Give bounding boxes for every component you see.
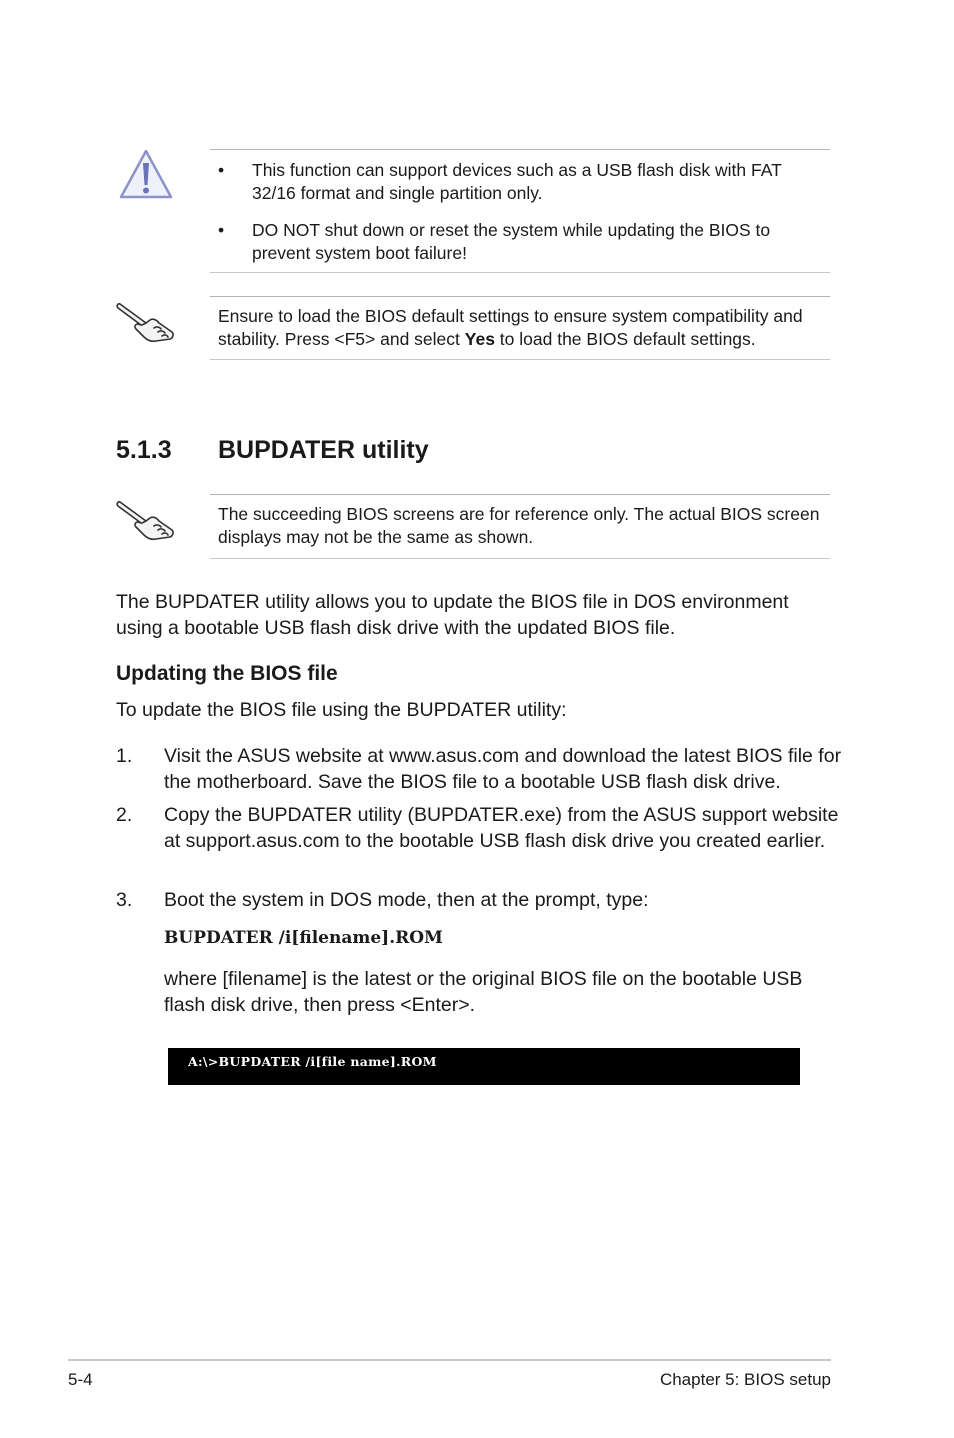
warning-bullet-1: This function can support devices such as a USB flash disk with FAT 32/16 format and single partition only. (252, 160, 782, 203)
bullet: • (218, 160, 225, 180)
note-reference-text: The succeeding BIOS screens are for reference only. The actual BIOS screen displays may not be the same as shown. (218, 504, 820, 547)
chapter-label: Chapter 5: BIOS setup (659, 1370, 831, 1389)
yes-emphasis: Yes (464, 329, 495, 349)
bullet: • (218, 220, 225, 240)
warning-box (210, 149, 830, 273)
dos-terminal-screen (168, 1048, 800, 1085)
step-number: 3. (116, 889, 133, 911)
step-text: Copy the BUPDATER utility (BUPDATER.exe) from the ASUS support website at support.asus.com to the bootable USB flash disk drive you created earlier. (164, 804, 839, 852)
section-title: BUPDATER utility (218, 436, 429, 464)
section-number: 5.1.3 (116, 436, 172, 464)
note-defaults-text: Ensure to load the BIOS default settings to ensure system compatibility and stability. Press <F5> and select Yes to load the BIOS default settings. (218, 306, 803, 349)
subheading: Updating the BIOS file (116, 662, 338, 685)
note-box-reference (210, 494, 830, 559)
command-text: BUPDATER /i[filename].ROM (164, 928, 443, 948)
intro-paragraph: The BUPDATER utility allows you to update the BIOS file in DOS environment using a bootable USB flash disk drive with the updated BIOS file. (116, 591, 789, 639)
terminal-command-line: A:\>BUPDATER /i[file name].ROM (188, 1054, 437, 1069)
where-paragraph: where [filename] is the latest or the original BIOS file on the bootable USB flash disk drive, then press <Enter>. (164, 968, 803, 1016)
pointing-hand-icon (116, 296, 178, 344)
warning-bullet-2: DO NOT shut down or reset the system while updating the BIOS to prevent system boot failure! (252, 220, 771, 263)
step-number: 2. (116, 804, 133, 826)
footer-rule (68, 1359, 831, 1361)
lead-text: To update the BIOS file using the BUPDATER utility: (116, 699, 567, 721)
warning-triangle-icon (118, 148, 174, 200)
step-number: 1. (116, 745, 133, 767)
pointing-hand-icon (116, 494, 178, 542)
page-number: 5-4 (68, 1370, 93, 1389)
step-text: Visit the ASUS website at www.asus.com and download the latest BIOS file for the motherboard. Save the BIOS file to a bootable USB flash disk drive. (164, 745, 842, 793)
note-box-defaults (210, 296, 830, 360)
step-text: Boot the system in DOS mode, then at the prompt, type: (164, 889, 649, 911)
